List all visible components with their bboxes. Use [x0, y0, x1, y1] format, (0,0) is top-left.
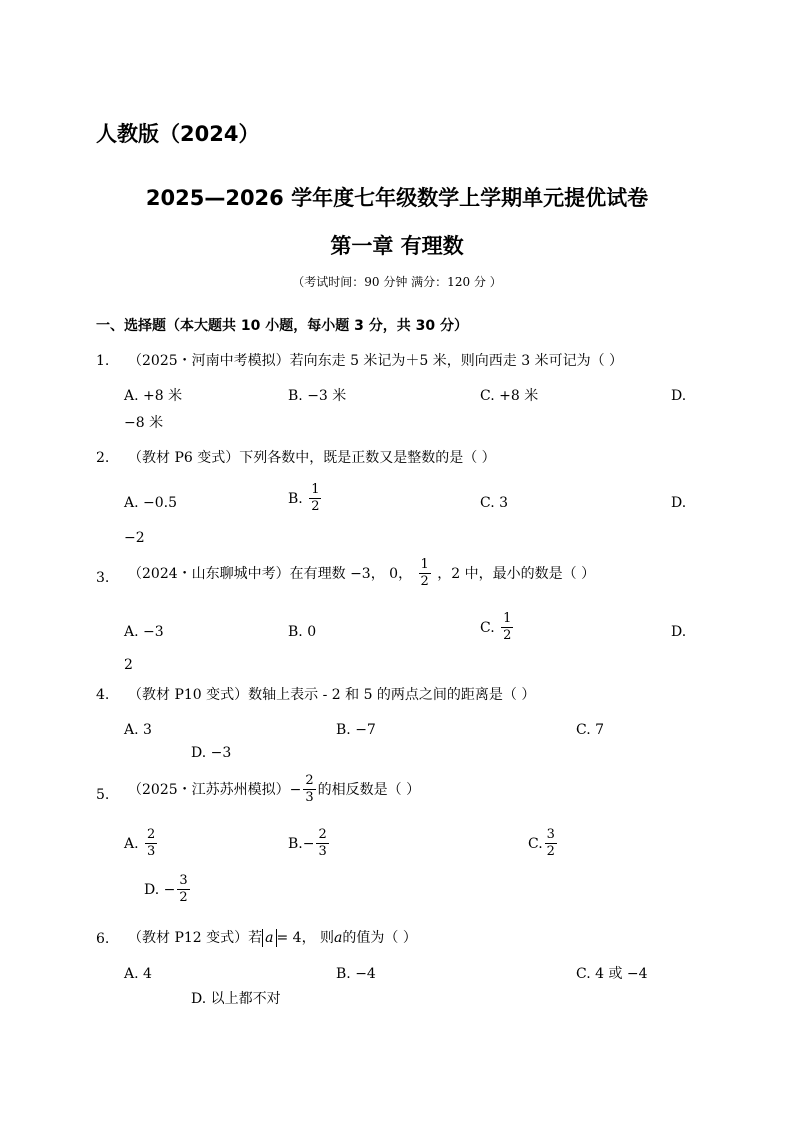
question-text: （教材 P10 变式）数轴上表示 - 2 和 5 的两点之间的距离是（ ） [128, 687, 536, 703]
fraction [316, 828, 328, 860]
publisher-label: 人教版（2024） [96, 122, 260, 146]
option-a [124, 828, 159, 860]
option-c [480, 612, 515, 644]
exam-info: （考试时间：90 分钟 满分：120 分 ） [292, 275, 502, 289]
fraction-denominator: 2 [546, 844, 555, 860]
fraction [501, 612, 513, 644]
option-c: C. 4 或 −4 [576, 966, 648, 982]
option-a: A. 4 [124, 966, 152, 982]
question-number: 3. [96, 570, 110, 586]
question-text: （2025・河南中考模拟）若向东走 5 米记为＋5 米，则向西走 3 米可记为（ ） [128, 353, 624, 369]
option-c: C. +8 米 [480, 388, 539, 404]
fraction-numerator: 1 [419, 558, 431, 574]
exam-title: 2025—2026 学年度七年级数学上学期单元提优试卷 [145, 186, 649, 210]
question-text-after: 的相反数是（ ） [317, 781, 421, 798]
fraction-denominator: 2 [179, 890, 188, 906]
question-text [128, 774, 420, 806]
question-text [128, 558, 595, 590]
option-b: B. −7 [336, 722, 376, 738]
question-number: 6. [96, 931, 110, 947]
fraction-denominator: 2 [420, 574, 429, 590]
option-d-label: D. [671, 624, 687, 640]
option-d-label: D. [671, 495, 687, 511]
question-text-after: 的值为（ ） [342, 930, 417, 946]
option-c: C. 7 [576, 722, 605, 738]
fraction-numerator: 2 [303, 774, 315, 790]
question-text-before: （2024・山东聊城中考）在有理数 −3， 0， [128, 565, 413, 582]
fraction-denominator: 3 [318, 844, 327, 860]
chapter-title: 第一章 有理数 [330, 234, 464, 258]
absolute-value: a [262, 929, 276, 947]
option-c-label: C. [480, 619, 495, 636]
question-text [128, 929, 417, 947]
option-d-label: D. − [144, 881, 176, 898]
fraction [303, 774, 315, 806]
fraction-denominator: 2 [311, 499, 320, 515]
fraction-numerator: 3 [177, 874, 189, 890]
question-number: 5. [96, 787, 110, 803]
option-c [528, 828, 559, 860]
option-c-label: C. [528, 835, 543, 852]
question-number: 1. [96, 353, 110, 369]
option-b-label: B.− [288, 835, 315, 852]
question-text-before: （2025・江苏苏州模拟）− [128, 781, 302, 798]
option-a: A. 3 [124, 722, 152, 738]
option-d-value: 2 [124, 657, 133, 673]
option-a: A. +8 米 [124, 388, 183, 404]
option-a: A. −0.5 [124, 495, 178, 511]
option-d: D. 以上都不对 [191, 991, 281, 1007]
fraction [419, 558, 431, 590]
fraction-numerator: 3 [545, 828, 557, 844]
fraction-denominator: 3 [147, 844, 156, 860]
option-b [288, 483, 323, 515]
option-b: B. 0 [288, 624, 317, 640]
fraction [145, 828, 157, 860]
option-d-value: −2 [124, 530, 145, 546]
fraction-numerator: 2 [145, 828, 157, 844]
fraction-numerator: 2 [316, 828, 328, 844]
option-b: B. −4 [336, 966, 376, 982]
question-text-before: （教材 P12 变式）若 [128, 930, 263, 946]
option-b [288, 828, 331, 860]
section-heading: 一、选择题（本大题共 10 小题，每小题 3 分，共 30 分） [96, 318, 468, 334]
option-c: C. 3 [480, 495, 509, 511]
fraction-denominator: 2 [503, 628, 512, 644]
option-d: D. −3 [191, 745, 232, 761]
variable: a [334, 930, 343, 946]
fraction-denominator: 3 [305, 790, 314, 806]
option-d-label: D. [671, 388, 687, 404]
fraction-numerator: 1 [501, 612, 513, 628]
question-text-mid: = 4， 则 [276, 930, 335, 946]
option-d [144, 874, 192, 906]
option-a: A. −3 [124, 624, 164, 640]
option-b-label: B. [288, 490, 303, 507]
option-d-value: −8 米 [124, 415, 164, 431]
fraction [177, 874, 189, 906]
question-number: 2. [96, 450, 110, 466]
fraction [309, 483, 321, 515]
fraction-numerator: 1 [309, 483, 321, 499]
option-a-label: A. [124, 835, 139, 852]
question-number: 4. [96, 687, 110, 703]
fraction [545, 828, 557, 860]
question-text: （教材 P6 变式）下列各数中，既是正数又是整数的是（ ） [128, 450, 496, 466]
option-b: B. −3 米 [288, 388, 347, 404]
question-text-after: ，2 中，最小的数是（ ） [437, 565, 596, 582]
